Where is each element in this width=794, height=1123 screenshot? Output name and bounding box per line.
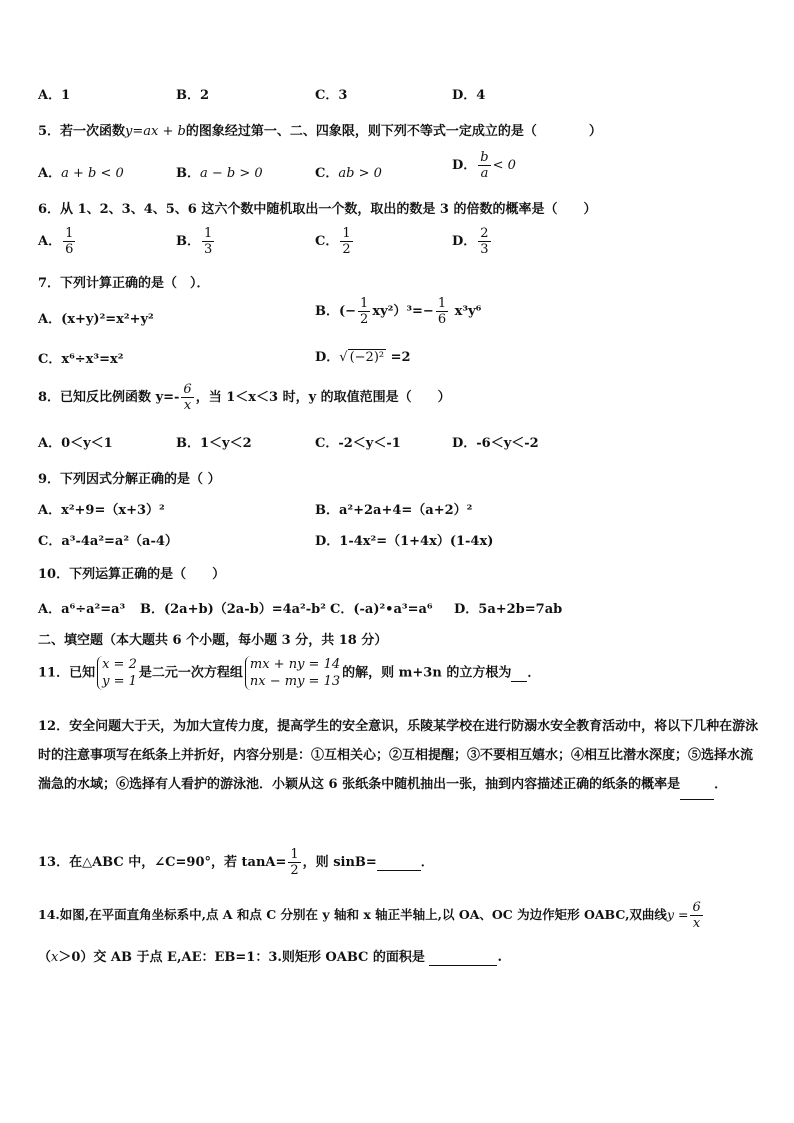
q6-option-a — [38, 226, 77, 257]
q4-option-d: D．4 — [452, 88, 486, 103]
q7-d-radicand: (−2)² — [349, 350, 385, 365]
q14-func-num: 6 — [692, 900, 701, 915]
q7-option-d: D．√ (−2)² =2 — [315, 350, 411, 365]
q8-den: x — [183, 398, 192, 413]
q12-answer-blank[interactable] — [680, 770, 714, 800]
q14-line1 — [38, 900, 705, 931]
q7-b-pre: B．(− — [315, 304, 357, 319]
q11-sys2-line1: mx + ny = 14 — [249, 657, 341, 672]
q6-a-num: 1 — [65, 226, 74, 241]
q5-option-a — [38, 162, 124, 181]
q14-end: . — [497, 950, 502, 965]
q13-post: ，则 sinB= — [302, 855, 377, 870]
q6-option-b — [176, 226, 216, 257]
q13-answer-blank[interactable] — [377, 855, 421, 871]
q7-b-num2: 1 — [437, 296, 447, 311]
q11-mid: 是二元一次方程组 — [138, 665, 243, 681]
q8-option-b: B．1＜y＜2 — [176, 436, 252, 451]
q7-b-post: x³y⁶ — [450, 304, 482, 319]
q10-stem: 10．下列运算正确的是（ ） — [38, 567, 226, 582]
q6-d-num: 2 — [480, 226, 489, 241]
q6-b-label: B． — [176, 234, 200, 249]
q8-option-c: C．-2＜y＜-1 — [315, 436, 401, 451]
q6-c-den: 2 — [342, 242, 351, 257]
q14-pre2: （ — [38, 950, 52, 965]
q7-b-num1: 1 — [360, 296, 369, 311]
q8-option-d: D．-6＜y＜-2 — [452, 436, 539, 451]
q7-b-mid: xy²）³=− — [372, 304, 434, 319]
q14-func-den: x — [692, 916, 701, 931]
q9-option-d: D．1-4x²=（1+4x）(1-4x) — [315, 534, 494, 549]
q5-stem — [38, 120, 602, 139]
q7-option-b — [315, 296, 481, 327]
q4-option-a: A．1 — [38, 88, 71, 103]
q6-option-c — [315, 226, 355, 257]
q11-pre: 11．已知 — [38, 665, 96, 681]
q6-d-den: 3 — [480, 242, 489, 257]
q5-d-numerator: b — [480, 150, 489, 165]
q6-b-num: 1 — [204, 226, 213, 241]
q8-stem — [38, 382, 451, 413]
q5-b-expr: a − b > 0 — [200, 166, 263, 181]
q10-option-d: D．5a+2b=7ab — [454, 602, 563, 617]
q14-cond: x — [51, 950, 59, 965]
q11-end: ． — [527, 665, 541, 681]
q6-c-num: 1 — [342, 226, 351, 241]
q7-d-pre: D． — [315, 350, 340, 365]
q8-stem-pre: 8．已知反比例函数 y=- — [38, 390, 180, 405]
q5-option-b — [176, 162, 263, 181]
q12 — [38, 712, 760, 800]
q8-stem-post: ，当 1＜x＜3 时，y 的取值范围是（ ） — [195, 390, 451, 405]
q7-d-post: =2 — [386, 350, 411, 365]
q9-option-b: B．a²+2a+4=（a+2）² — [315, 503, 473, 518]
q6-d-label: D． — [452, 234, 477, 249]
q6-c-label: C． — [315, 234, 339, 249]
q14-answer-blank[interactable] — [429, 950, 497, 966]
q5-stem-post: 的图象经过第一、二、四象限，则下列不等式一定成立的是（ ） — [185, 124, 602, 139]
q6-a-den: 6 — [65, 242, 74, 257]
q10-option-b: B．(2a+b)（2a-b）=4a²-b² — [140, 602, 326, 617]
q11-sys1-line2: y = 1 — [102, 674, 137, 689]
q14-func-y: y = — [666, 907, 689, 922]
q8-option-a: A．0＜y＜1 — [38, 436, 113, 451]
q9-option-a: A．x²+9=（x+3）² — [38, 503, 165, 518]
q11-post: 的解，则 m+3n 的立方根为 — [342, 665, 512, 681]
q7-b-den2: 6 — [437, 312, 447, 327]
q9-stem: 9．下列因式分解正确的是（ ） — [38, 472, 221, 487]
q6-b-den: 3 — [204, 242, 213, 257]
q13-num: 1 — [290, 847, 299, 862]
q13 — [38, 847, 434, 878]
q11-answer-blank[interactable] — [511, 666, 527, 682]
q7-option-c: C．x⁶÷x³=x² — [38, 352, 124, 367]
q12-text: 12．安全问题大于天，为加大宣传力度，提高学生的安全意识，乐陵某学校在进行防溺水安全教育活动中，将以下几种在游泳时的注意事项写在纸条上并折好，内容分别是：①互相关心；②互相提醒；③不要相互嬉水；④相互比潜水深度；⑤选择水流湍急的水域；⑥选择有人看护的游泳池．小颖从这 6 张纸条中随机抽出一张，抽到内容描述正确的纸条的概率是 — [38, 719, 759, 792]
q13-den: 2 — [290, 863, 299, 878]
q14-line2 — [38, 946, 502, 966]
q5-function: y=ax + b — [125, 124, 186, 139]
q6-stem: 6．从 1、2、3、4、5、6 这六个数中随机取出一个数，取出的数是 3 的倍数的概率是（ ） — [38, 202, 597, 217]
q7-b-den1: 2 — [360, 312, 369, 327]
q13-end: ． — [420, 855, 434, 870]
q11-sys2-line2: nx − my = 13 — [249, 674, 341, 689]
q12-end: ． — [714, 777, 728, 792]
section-heading: 二、填空题（本大题共 6 个小题，每小题 3 分，共 18 分） — [38, 633, 388, 648]
q6-a-label: A． — [38, 234, 62, 249]
q11-equation-system — [245, 656, 340, 690]
q4-option-c: C．3 — [315, 88, 348, 103]
q14-text2: ＞0）交 AB 于点 E,AE：EB=1：3.则矩形 OABC 的面积是 — [58, 950, 425, 965]
q5-d-tail: < 0 — [492, 158, 516, 173]
q7-option-a: A．(x+y)²=x²+y² — [38, 312, 154, 327]
q14-text1: 14.如图,在平面直角坐标系中,点 A 和点 C 分别在 y 轴和 x 轴正半轴上,以 OA、OC 为边作矩形 OABC,双曲线 — [38, 907, 667, 922]
q5-c-label: C． — [315, 166, 339, 181]
q10-option-a: A．a⁶÷a²=a³ — [38, 602, 126, 617]
q11 — [38, 656, 540, 690]
q4-option-b: B．2 — [176, 88, 210, 103]
q9-option-c: C．a³-4a²=a²（a-4） — [38, 534, 178, 549]
q5-stem-pre: 5．若一次函数 — [38, 124, 126, 139]
q7-stem: 7．下列计算正确的是（ ）． — [38, 276, 210, 291]
q13-pre: 13．在△ABC 中，∠C=90°，若 tanA= — [38, 855, 287, 870]
q5-b-label: B． — [176, 166, 200, 181]
q10-option-c: C．(-a)²•a³=a⁶ — [330, 602, 433, 617]
q5-c-expr: ab > 0 — [338, 166, 382, 181]
q5-option-d — [452, 150, 516, 181]
q11-sys1-line1: x = 2 — [102, 657, 137, 672]
q6-option-d — [452, 226, 493, 257]
q5-option-c — [315, 162, 382, 181]
q8-num: 6 — [183, 382, 192, 397]
q5-a-label: A． — [38, 166, 62, 181]
q5-d-label: D． — [452, 158, 477, 173]
q11-solution-system — [97, 656, 137, 690]
q5-a-expr: a + b < 0 — [61, 166, 124, 181]
q5-d-denominator: a — [480, 166, 489, 181]
